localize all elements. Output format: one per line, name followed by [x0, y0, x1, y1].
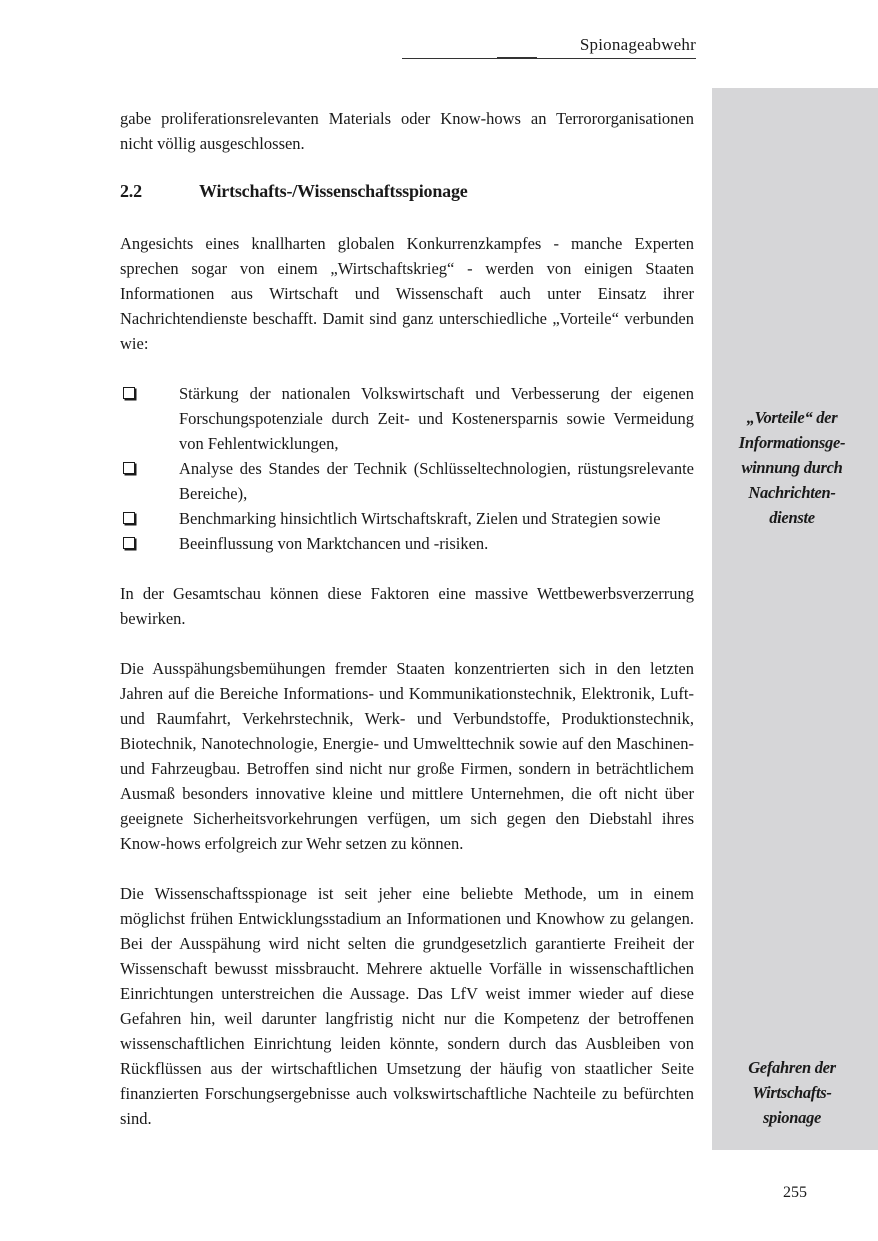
checkbox-bullet-icon [120, 531, 179, 556]
section-number: 2.2 [120, 181, 142, 201]
list-item [120, 531, 694, 556]
checkbox-bullet-icon [120, 381, 179, 406]
checkbox-bullet-icon [120, 456, 179, 481]
bullet-list [120, 381, 694, 556]
margin-note-line: winnung durch [741, 458, 843, 477]
checkbox-bullet-icon [120, 506, 179, 531]
paragraph-wissenschaftsspionage: Die Wissenschaftsspionage ist seit jeher eine beliebte Methode, um in einem möglichst frühen Entwicklungsstadium an Informationen und Knowhow zu gelangen. Bei der Ausspähung wird nicht selten die grundgesetzlich garantierte Freiheit der Wissenschaft bewusst missbraucht. Mehrere aktuelle Vorfälle in wissenschaftlichen Einrichtungen unterstreichen die Aussage. Das LfV weist immer wieder auf diese Gefahren hin, weil darunter langfristig nicht nur die Kompetenz der betroffenen wissenschaftlichen Einrichtung leiden könnte, sondern durch das Ausbleiben von Rückflüssen aus der wirtschaftlichen Umsetzung der häufig von staatlicher Seite finanzierten Forschungsergebnisse auch volkswirtschaftliche Nachteile zu befürchten sind. [120, 884, 694, 1128]
margin-note-gefahren [712, 1055, 872, 1130]
margin-note-line: „Vorteile“ der [746, 408, 838, 427]
margin-note-line: Wirtschafts- [752, 1083, 832, 1102]
margin-note-vorteile [712, 405, 872, 530]
list-item-text: Benchmarking hinsichtlich Wirtschaftskraft, Zielen und Strategien sowie [179, 509, 661, 528]
paragraph-vorteile: Angesichts eines knallharten globalen Konkurrenzkampfes - manche Experten sprechen sogar von einem „Wirtschaftskrieg“ - werden von einigen Staaten Informationen aus Wirtschaft und Wissenschaft auch unter Einsatz ihrer Nachrichtendienste beschafft. Damit sind ganz unterschiedliche „Vorteile“ verbunden wie: [120, 234, 694, 353]
margin-note-line: dienste [769, 508, 815, 527]
section-title: Wirtschafts-/Wissenschaftsspionage [199, 181, 468, 201]
paragraph-ausspaehung: Die Ausspähungsbemühungen fremder Staaten konzentrierten sich in den letzten Jahren auf die Bereiche Informations- und Kommunikationstechnik, Elektronik, Luft- und Raumfahrt, Verkehrstechnik, Werk- und Verbundstoffe, Produktionstechnik, Biotechnik, Nanotechnologie, Energie- und Umwelttechnik sowie auf den Maschinen- und Fahrzeugbau. Betroffen sind nicht nur große Firmen, sondern in beträchtlichem Ausmaß besonders innovative kleine und mittlere Unternehmen, die oft nicht über geeignete Sicherheitsvorkehrungen verfügen, um sich gegen den Diebstahl ihres Know-hows erfolgreich zur Wehr setzen zu können. [120, 659, 694, 853]
list-item-text: Beeinflussung von Marktchancen und -risiken. [179, 534, 489, 553]
paragraph-gesamtschau: In der Gesamtschau können diese Faktoren eine massive Wettbewerbsverzerrung bewirken. [120, 584, 694, 628]
page-number: 255 [783, 1184, 807, 1201]
list-item [120, 506, 694, 531]
intro-paragraph: gabe proliferationsrelevanten Materials oder Know-hows an Terrororganisationen nicht völlig ausgeschlossen. [120, 109, 694, 153]
running-header: Spionageabwehr [579, 35, 696, 54]
list-item-text: Analyse des Standes der Technik (Schlüsseltechnologien, rüstungsrelevante Bereiche), [179, 459, 694, 503]
list-item-text: Stärkung der nationalen Volkswirtschaft und Verbesserung der eigenen Forschungspotenziale durch Zeit- und Kostenersparnis sowie Vermeidung von Fehlentwicklungen, [179, 384, 694, 453]
margin-note-line: Informationsge- [738, 433, 846, 452]
margin-note-line: Nachrichten- [748, 483, 836, 502]
margin-note-line: spionage [762, 1108, 822, 1127]
margin-column [712, 88, 878, 1150]
list-item [120, 381, 694, 456]
header-rule [402, 58, 696, 59]
main-content [120, 106, 694, 1131]
margin-note-line: Gefahren der [748, 1058, 836, 1077]
header-rule-accent [497, 57, 537, 59]
section-heading [120, 179, 694, 204]
list-item [120, 456, 694, 506]
